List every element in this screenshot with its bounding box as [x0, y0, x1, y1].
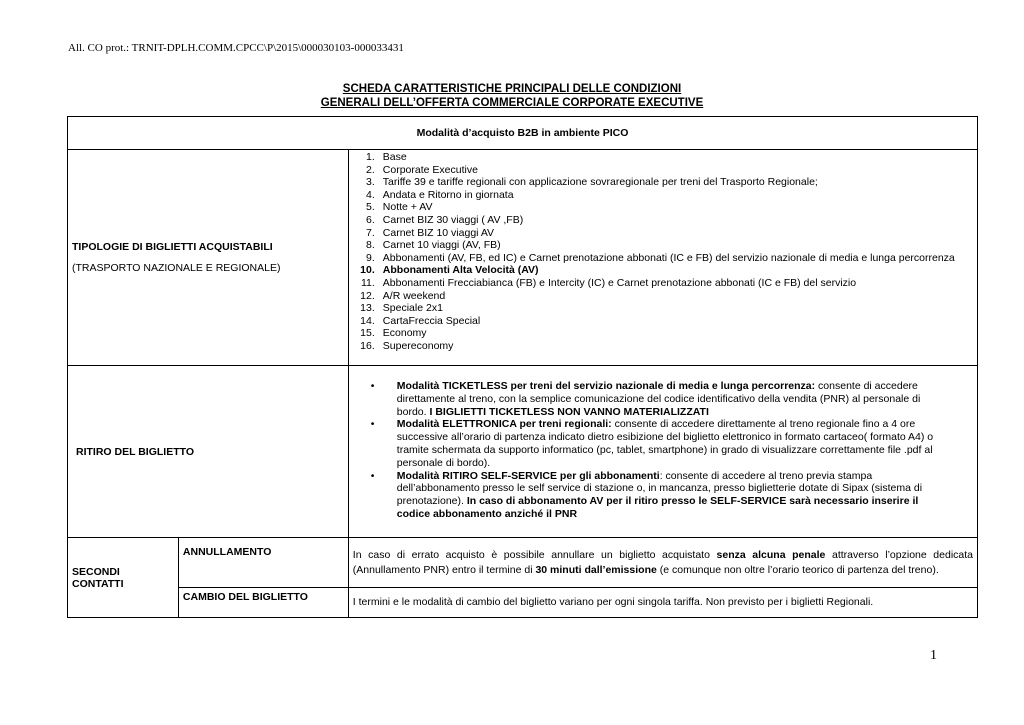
elettronica-heading: Modalità ELETTRONICA per treni regionali: [396, 418, 612, 431]
list-item: 8. Carnet 10 viaggi (AV, FB) [366, 239, 501, 252]
table-header: Modalità d’acquisto B2B in ambiente PICO [68, 117, 978, 150]
tipologie-list-cell [348, 150, 977, 366]
bullet-icon: • [370, 469, 375, 482]
self-service-note: In caso di abbonamento AV per il ritiro presso le SELF-SERVICE sarà necessario inserire il codice abbonamento anziché il PNR [396, 495, 919, 520]
ticket-types-list [349, 150, 977, 354]
ritiro-label: RITIRO DEL BIGLIETTO [76, 445, 195, 458]
list-item: 5. Notte + AV [366, 201, 433, 214]
list-item: 6. Carnet BIZ 30 viaggi ( AV ,FB) [366, 213, 524, 226]
list-item: 7. Carnet BIZ 10 viaggi AV [366, 226, 495, 239]
title-line-2: GENERALI DELL’OFFERTA COMMERCIALE CORPORATE EXECUTIVE [320, 97, 704, 109]
ticketless-heading: Modalità TICKETLESS per treni del servizio nazionale di media e lunga percorrenza: [396, 380, 816, 392]
list-item [371, 418, 947, 469]
tipologie-label: TIPOLOGIE DI BIGLIETTI ACQUISTABILI [72, 241, 273, 253]
list-item: 1. Base [366, 151, 407, 163]
list-item: 15. Economy [360, 327, 427, 340]
list-item: 13. Speciale 2x1 [360, 302, 443, 315]
list-item: 14. CartaFreccia Special [360, 314, 481, 327]
bullet-icon: • [370, 418, 375, 431]
annullamento-text: In caso di errato acquisto è possibile annullare un biglietto acquistato senza alcuna penale attraverso l’opzione dedicata (Annullamento PNR) entro il termine di 30 minuti dall’emissione (e comunque non oltre l’orario teorico di partenza del treno). [348, 538, 977, 588]
tipologie-sublabel: (TRASPORTO NAZIONALE E REGIONALE) [72, 262, 281, 274]
ticketless-note: I BIGLIETTI TICKETLESS NON VANNO MATERIALIZZATI [429, 405, 709, 418]
protocol-reference: All. CO prot.: TRNIT-DPLH.COMM.CPCC\P\2015\000030103-000033431 [68, 42, 404, 54]
annullamento-label: ANNULLAMENTO [178, 538, 348, 588]
ritiro-content-cell [348, 366, 977, 538]
cambio-label: CAMBIO DEL BIGLIETTO [178, 588, 348, 618]
list-item: 2. Corporate Executive [366, 163, 478, 176]
list-item: 4. Andata e Ritorno in giornata [366, 188, 514, 201]
elettronica-text: consente di accedere direttamente al treno regionale fino a 4 ore successive all’orario di partenza indicato dietro esibizione del biglietto elettronico in formato cartaceo( formato A4) o tramite schermata da supporto informatico (pc, tablet, smartphone) in grado di visualizzare correttamente file .pdf al personale di bordo). [396, 418, 934, 469]
list-item: 3. Tariffe 39 e tariffe regionali con applicazione sovraregionale per treni del Trasporto Regionale; [366, 176, 818, 189]
conditions-table [67, 116, 978, 618]
document-title [0, 82, 1024, 110]
list-item: 11. Abbonamenti Frecciabianca (FB) e Intercity (IC) e Carnet prenotazione abbonati (IC e FB) del servizio [360, 276, 857, 289]
list-item [371, 470, 947, 521]
list-item: 9. Abbonamenti (AV, FB, ed IC) e Carnet prenotazione abbonati (IC e FB) del servizio nazionale di media e lunga percorrenza [366, 251, 955, 264]
ritiro-label-cell [68, 366, 349, 538]
self-service-heading: Modalità RITIRO SELF-SERVICE per gli abbonamenti [396, 469, 660, 482]
list-item: 16. Supereconomy [360, 339, 454, 352]
list-item: 10. Abbonamenti Alta Velocità (AV) [360, 264, 539, 277]
title-line-1: SCHEDA CARATTERISTICHE PRINCIPALI DELLE CONDIZIONI [342, 83, 682, 95]
page-number: 1 [930, 648, 937, 663]
ticketless-text: consente di accedere direttamente al treno, con la semplice comunicazione del codice identificativo della vendita (PNR) al personale di bordo. [396, 380, 921, 418]
secondi-contatti-label: SECONDI CONTATTI [68, 538, 179, 618]
list-item [371, 380, 947, 418]
list-item: 12. A/R weekend [360, 289, 446, 302]
bullet-icon: • [370, 380, 375, 392]
self-service-text: : consente di accedere al treno previa stampa dell’abbonamento presso le self service di stazione o, in mancanza, presso biglietterie dotate di Sipax (sistema di prenotazione). [396, 469, 923, 508]
cambio-text: I termini e le modalità di cambio del biglietto variano per ogni singola tariffa. Non previsto per i biglietti Regionali. [348, 588, 977, 618]
tipologie-label-cell [68, 150, 349, 366]
